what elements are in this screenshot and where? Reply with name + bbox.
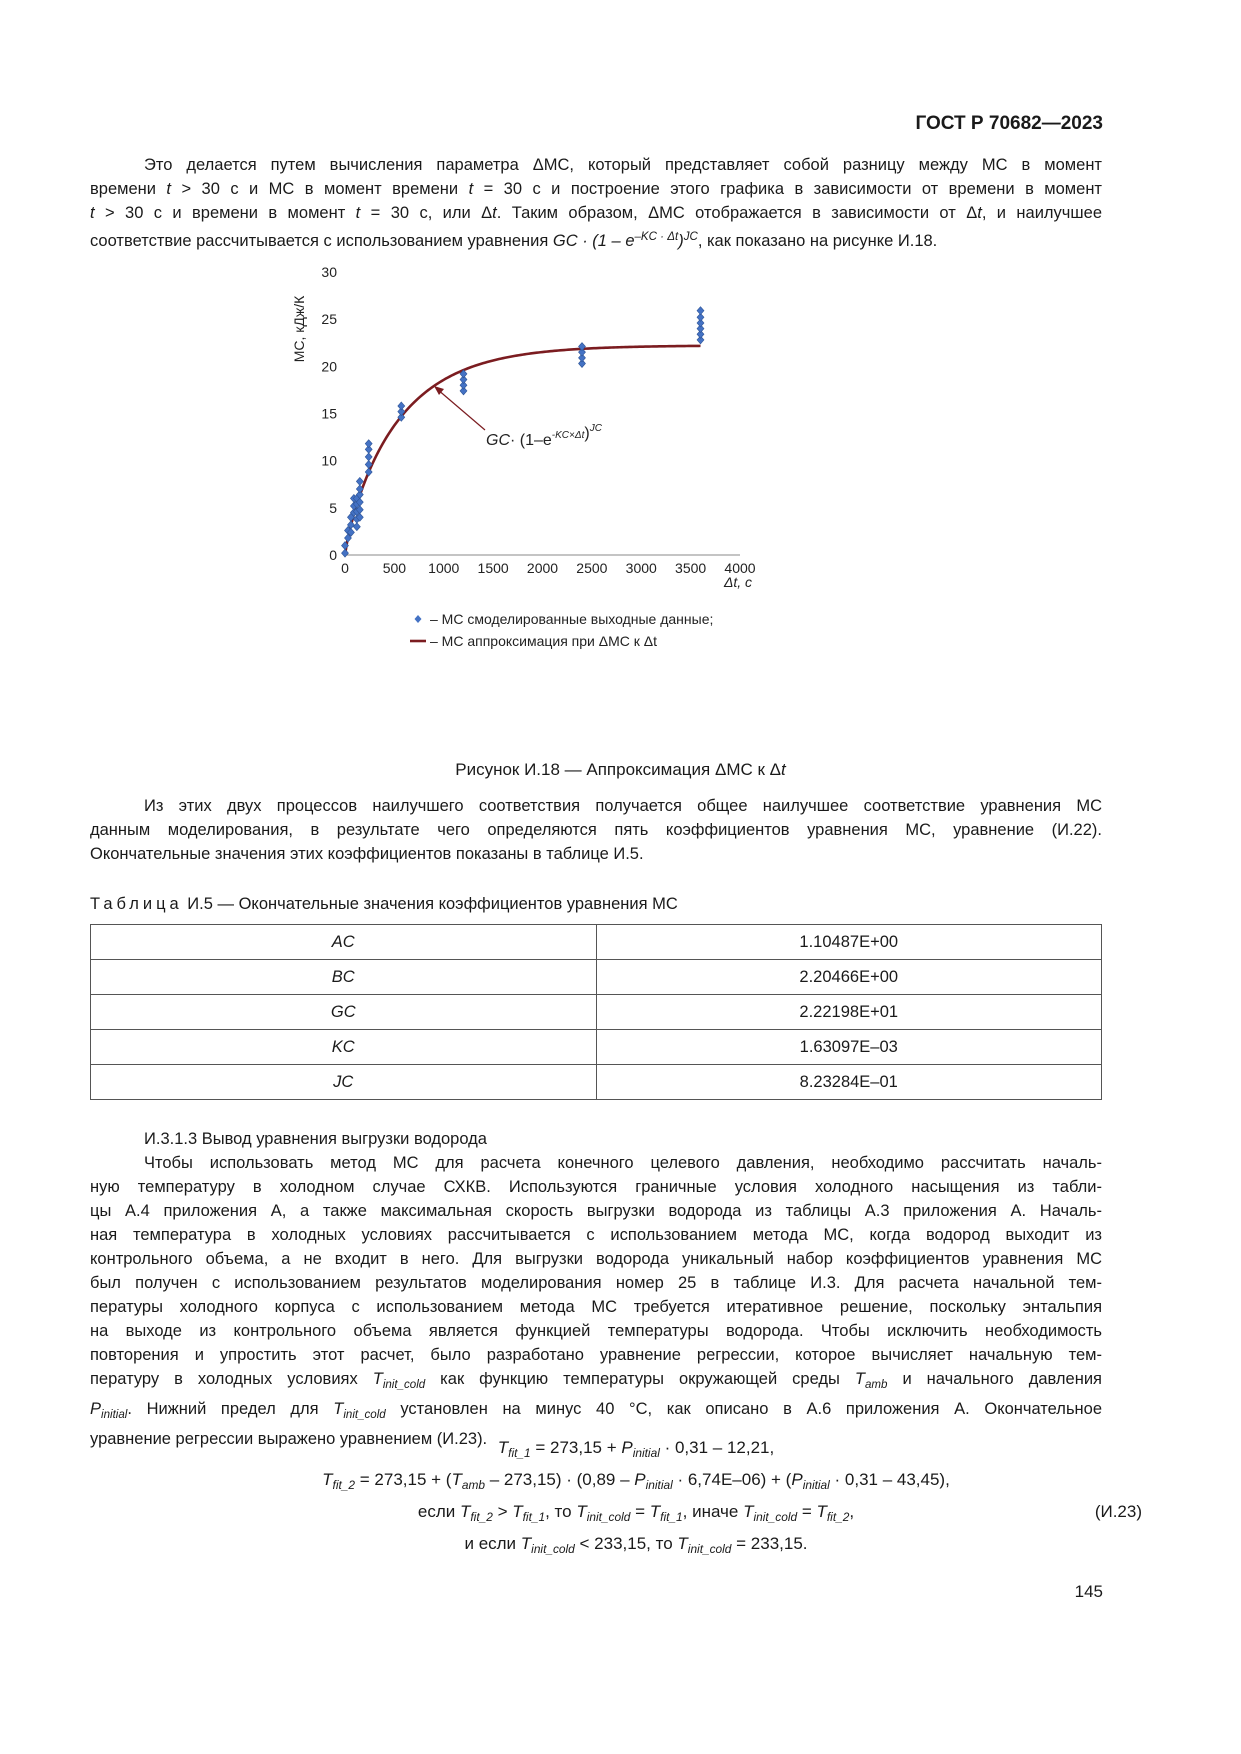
annotation-arrow-line — [437, 389, 485, 430]
y-tick-label: 20 — [321, 358, 337, 375]
formula-line-1: $T_{fit\_1} = 273,15 + P_{initial} \cdot 0,31 - 12,21$, — [497, 1438, 775, 1460]
section-line-11: $P_{initial}$. Нижний предел для $T_{init\_cold}$ установлен на минус 40 °С, как описано в А.6 приложения А. Окончательное — [90, 1400, 1103, 1421]
coef-value: 1.10487E+00 — [596, 925, 1102, 960]
section-line-8: на выходе из контрольного объема является функцией температуры водорода. Чтобы исключить необходимость — [90, 1322, 1102, 1340]
data-point — [365, 440, 372, 448]
coef-name: KC — [91, 1030, 597, 1065]
chart-axes — [291, 264, 756, 590]
annotation-formula — [486, 423, 603, 449]
y-tick-label: 30 — [321, 264, 337, 280]
legend-label-curve: – МС аппроксимация при ΔМС к Δt — [430, 633, 658, 649]
intro-line-3: t > 30 с и времени в момент t = 30 с, или Δt. Таким образом, ΔМС отображается в зависимости от Δt, и наилучшее — [90, 204, 1102, 222]
document-header: ГОСТ Р 70682—2023 — [915, 113, 1103, 134]
annotation-part: GC — [486, 432, 510, 449]
data-point — [356, 477, 363, 485]
coef-name: BC — [91, 960, 597, 995]
x-tick-label: 2500 — [576, 560, 608, 576]
data-point — [342, 549, 349, 557]
x-tick-label: 2000 — [526, 560, 559, 576]
formula-line-3: если $T_{fit\_2} > T_{fit\_1}$, то $T_{init\_cold} = T_{fit\_1}$, иначе $T_{init\_cold} = T_{fit\_2}$, (И.23) — [417, 1502, 1142, 1524]
x-tick-label: 0 — [341, 560, 349, 576]
section-line-12: уравнение регрессии выражено уравнением (И.23). — [90, 1430, 488, 1448]
coef-value: 2.22198E+01 — [596, 995, 1102, 1030]
intro-line-1: Это делается путем вычисления параметра ΔМС, который представляет собой разницу между МС в момент — [144, 156, 1102, 174]
table-title: Таблица И.5 — Окончательные значения коэффициентов уравнения МС — [90, 895, 678, 913]
y-tick-label: 5 — [329, 499, 337, 516]
coef-name: JC — [91, 1065, 597, 1100]
formula-line-4: и если $T_{init\_cold} < 233,15$, то $T_{init\_cold} = 233,15$. — [464, 1534, 808, 1556]
annotation-part: JC — [589, 423, 602, 434]
section-line-5: контрольного объема, а не входит в него. Для выгрузки водорода уникальный набор коэффициентов уравнения МС — [90, 1250, 1102, 1268]
y-tick-label: 25 — [321, 311, 337, 328]
table-row — [91, 1065, 1102, 1100]
coef-value: 8.23284E–01 — [596, 1065, 1102, 1100]
intro-line-2: времени t > 30 с и МС в момент времени t = 30 с и построение этого графика в зависимости от времени в момент — [90, 180, 1102, 198]
p2-line-3: Окончательные значения этих коэффициентов показаны в таблице И.5. — [90, 845, 644, 863]
table-row — [91, 995, 1102, 1030]
fit-curve-layer — [345, 346, 701, 555]
data-point — [697, 307, 704, 315]
coef-value: 1.63097E–03 — [596, 1030, 1102, 1065]
y-tick-label: 10 — [321, 452, 337, 469]
chart-legend — [410, 611, 713, 649]
x-tick-label: 3000 — [625, 560, 657, 576]
coef-name: GC — [91, 995, 597, 1030]
page-number: 145 — [1074, 1582, 1103, 1601]
legend-label-points: – МС смоделированные выходные данные; — [430, 611, 714, 627]
x-tick-label: 3500 — [675, 560, 707, 576]
coef-value: 2.20466E+00 — [596, 960, 1102, 995]
section-line-7: пературы холодного корпуса с использованием метода МС требуется итеративное решение, поскольку энтальпия — [90, 1298, 1102, 1316]
coef-name: AC — [91, 925, 597, 960]
data-point — [398, 402, 405, 410]
intro-line-4: соответствие рассчитывается с использованием уравнения GC · $(1 - e^{-KC \cdot \Delta t})^{JC}$, как показано на рисунке И.18. — [90, 231, 938, 250]
table-row — [91, 960, 1102, 995]
p2-line-2: данным моделирования, в результате чего определяются пять коэффициентов уравнения МС, уравнение (И.22). — [90, 821, 1102, 839]
x-tick-label: 1500 — [477, 560, 509, 576]
coefficients-table — [90, 924, 1102, 1100]
section-heading: И.3.1.3 Вывод уравнения выгрузки водорода — [144, 1130, 487, 1148]
y-axis-label: МС, кДж/К — [291, 295, 307, 363]
annotation-part: ) — [584, 425, 590, 442]
section-paragraph — [90, 1127, 1102, 1451]
equation-number: (И.23) — [1094, 1502, 1142, 1521]
section-line-2: ную температуру в холодном случае СХКВ. Используются граничные условия холодного насыщения из табли- — [90, 1178, 1102, 1196]
annotation-layer — [434, 386, 603, 449]
section-line-4: ная температура в холодных условиях рассчитывается с использованием метода МС, когда водород выходит из — [90, 1226, 1102, 1244]
x-tick-label: 4000 — [724, 560, 756, 576]
section-line-6: был получен с использованием результатов моделирования номер 25 в таблице И.3. Для расчета начальной тем- — [90, 1274, 1102, 1292]
section-line-10: пературу в холодных условиях $T_{init\_cold}$ как функцию температуры окружающей среды $T_{amb}$ и начального давления — [90, 1370, 1102, 1391]
legend-marker-points — [415, 615, 422, 623]
paragraph-2 — [90, 794, 1102, 866]
section-line-1: Чтобы использовать метод МС для расчета конечного целевого давления, необходимо рассчитать началь- — [144, 1154, 1102, 1172]
mc-chart — [291, 264, 860, 725]
table-row — [91, 1030, 1102, 1065]
fit-curve — [345, 346, 701, 555]
intro-paragraph — [90, 153, 1102, 253]
section-line-9: повторения и упростить этот расчет, было разработано уравнение регрессии, которое вычисляет начальную тем- — [90, 1346, 1102, 1364]
y-tick-label: 0 — [329, 547, 337, 563]
data-point — [365, 453, 372, 461]
x-tick-label: 1000 — [428, 560, 460, 576]
x-tick-label: 500 — [382, 560, 407, 576]
formula-line-2: $T_{fit\_2} = 273,15 + (T_{amb} - 273,15) \cdot (0,89 - P_{initial} \cdot 6,74E-06) + (P_{initial} \cdot 0,31 - 43,45)$, — [322, 1470, 950, 1492]
section-line-3: цы А.4 приложения А, а также максимальная скорость выгрузки водорода из таблицы А.3 приложения А. Началь- — [90, 1202, 1102, 1220]
p2-line-1: Из этих двух процессов наилучшего соответствия получается общее наилучшее соответствие уравнения МС — [144, 797, 1102, 815]
annotation-part: · (1–e — [510, 432, 552, 449]
y-tick-label: 15 — [321, 405, 337, 422]
figure-caption: Рисунок И.18 — Аппроксимация ΔМС к Δt — [455, 760, 786, 779]
table-row — [91, 925, 1102, 960]
x-axis-label: Δt, с — [723, 574, 752, 590]
data-point — [353, 523, 360, 531]
annotation-part: -KC×Δt — [551, 430, 585, 441]
